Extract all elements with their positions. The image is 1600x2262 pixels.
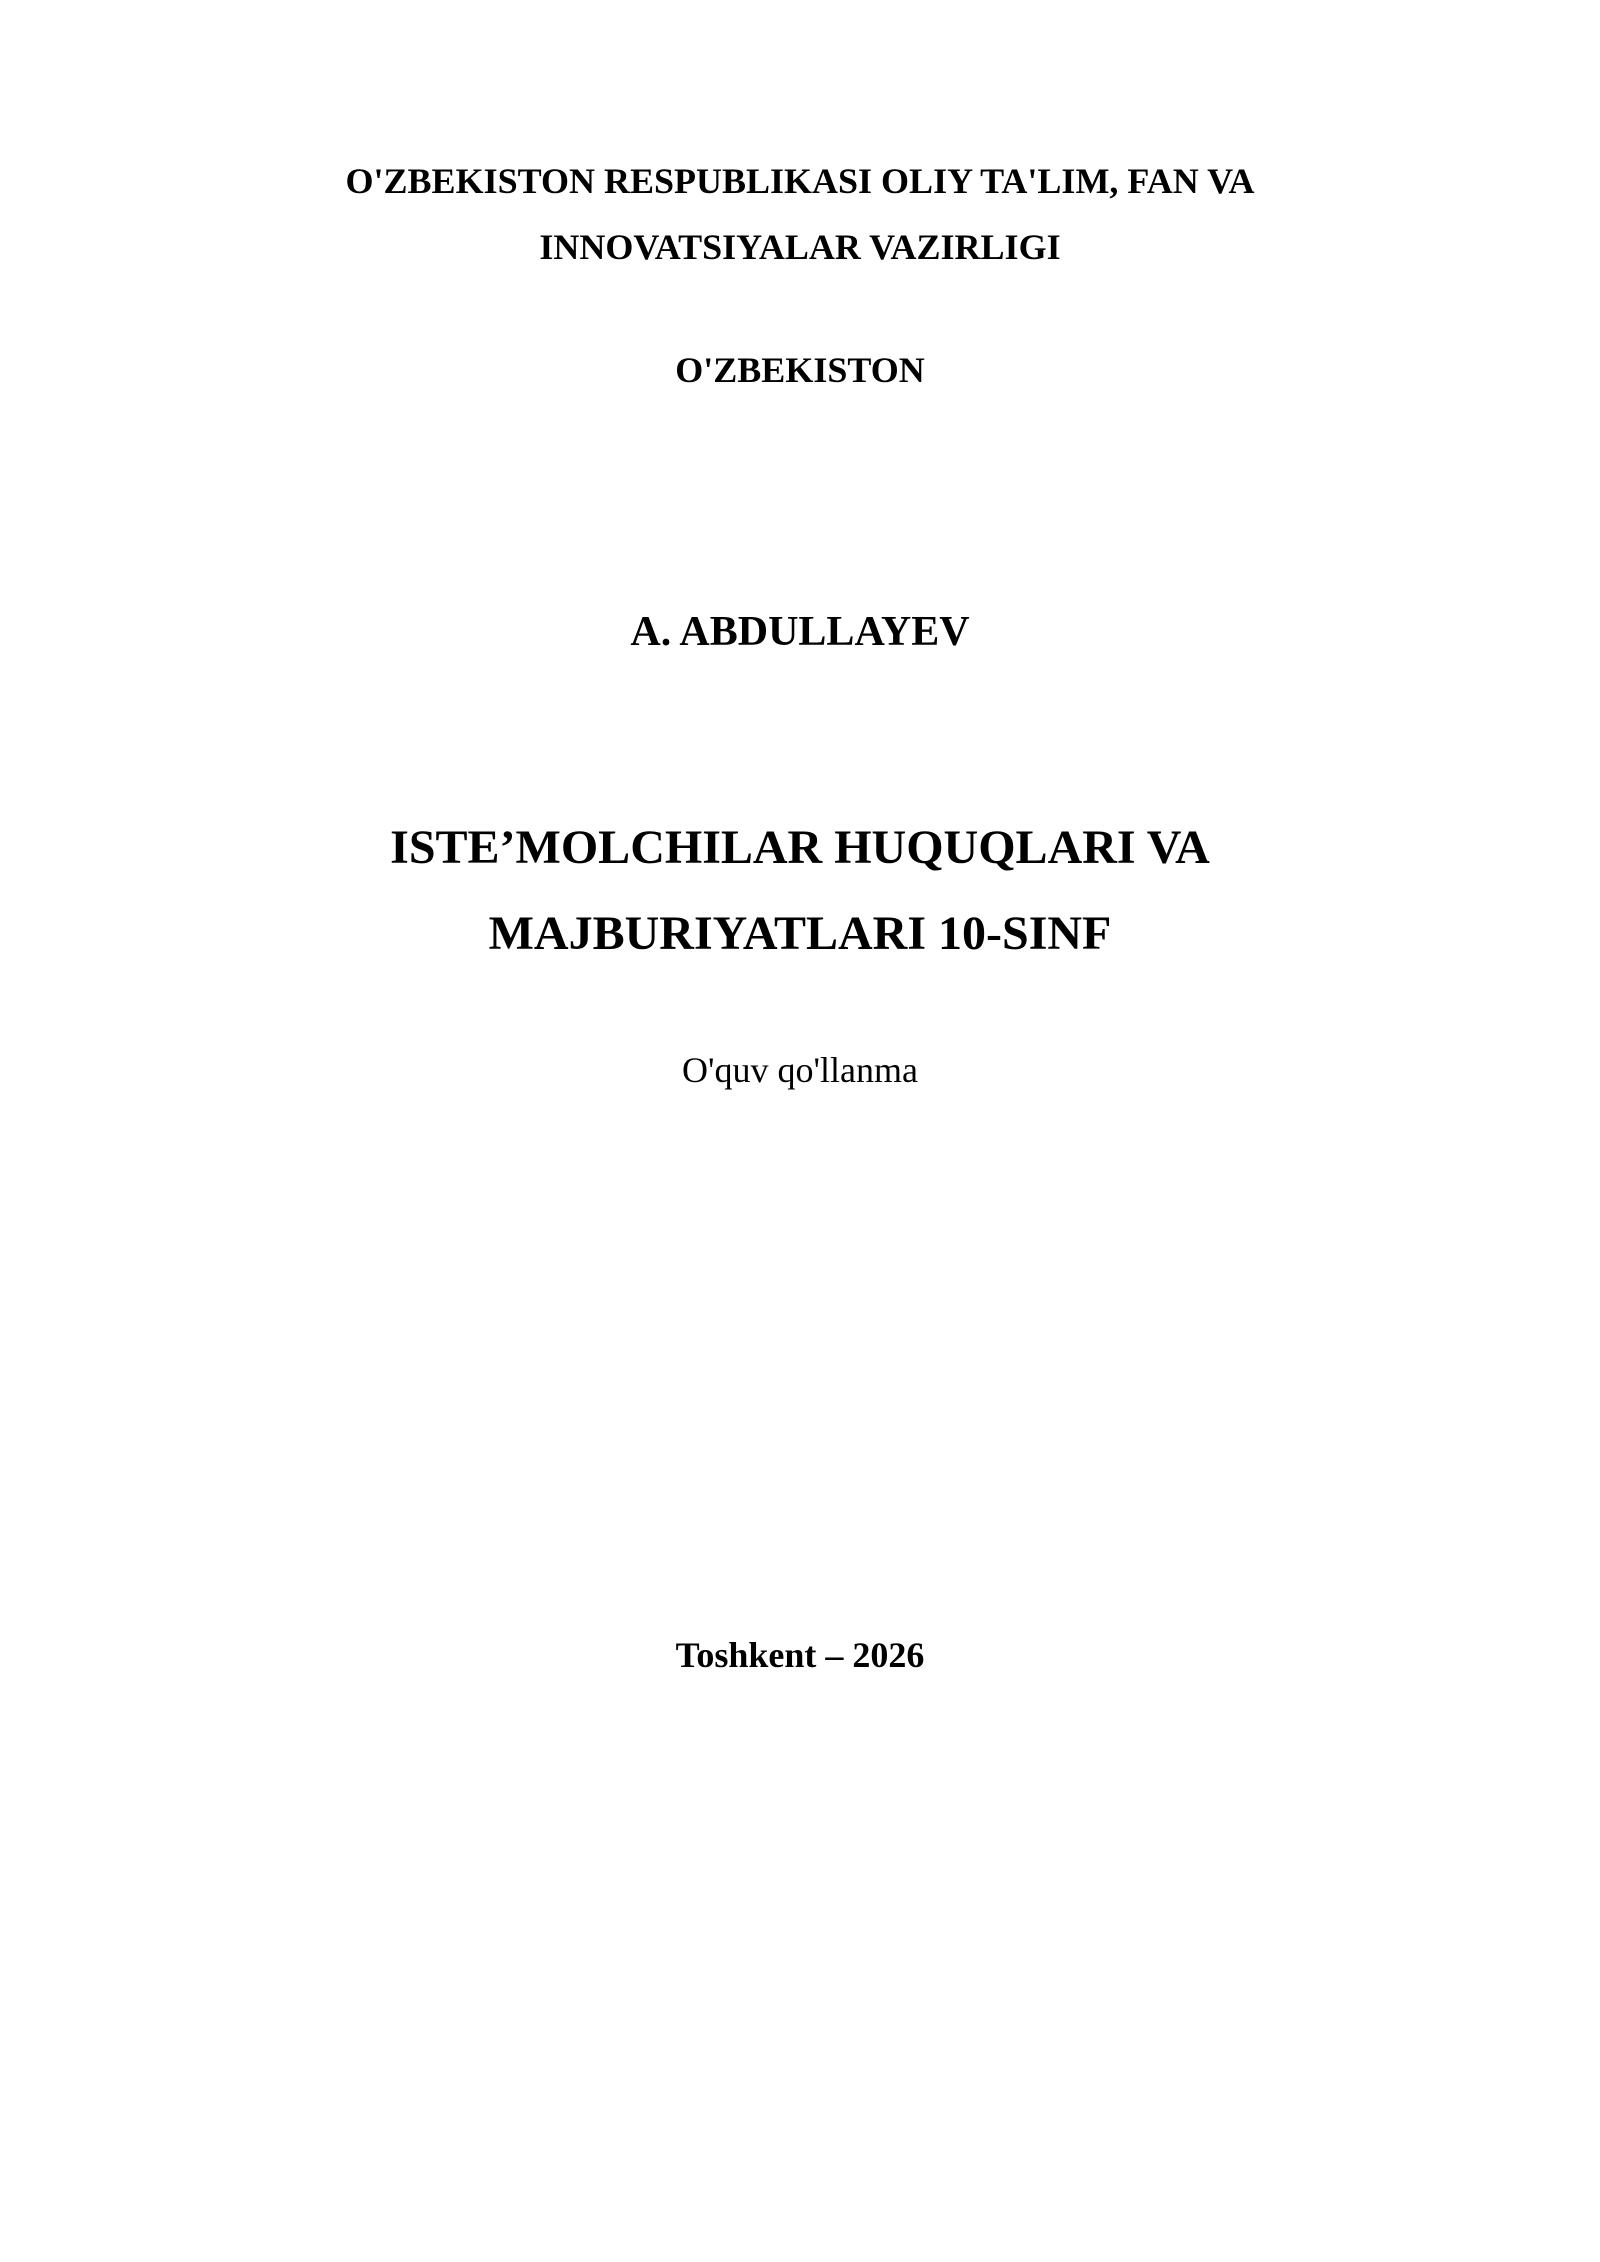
ministry-heading-line-1: O'ZBEKISTON RESPUBLIKASI OLIY TA'LIM, FAN VA bbox=[345, 161, 1255, 201]
ministry-heading bbox=[0, 148, 1600, 280]
book-title bbox=[0, 805, 1600, 977]
ministry-heading-line-2: INNOVATSIYALAR VAZIRLIGI bbox=[539, 227, 1061, 267]
place-year: Toshkent – 2026 bbox=[675, 1635, 925, 1675]
author-name: A. ABDULLAYEV bbox=[630, 609, 970, 655]
country-heading: O'ZBEKISTON bbox=[675, 350, 925, 390]
book-title-line-2: MAJBURIYATLARI 10-SINF bbox=[488, 907, 1112, 960]
book-title-line-1: ISTE’MOLCHILAR HUQUQLARI VA bbox=[390, 821, 1210, 874]
book-subtitle: O'quv qo'llanma bbox=[682, 1050, 918, 1090]
